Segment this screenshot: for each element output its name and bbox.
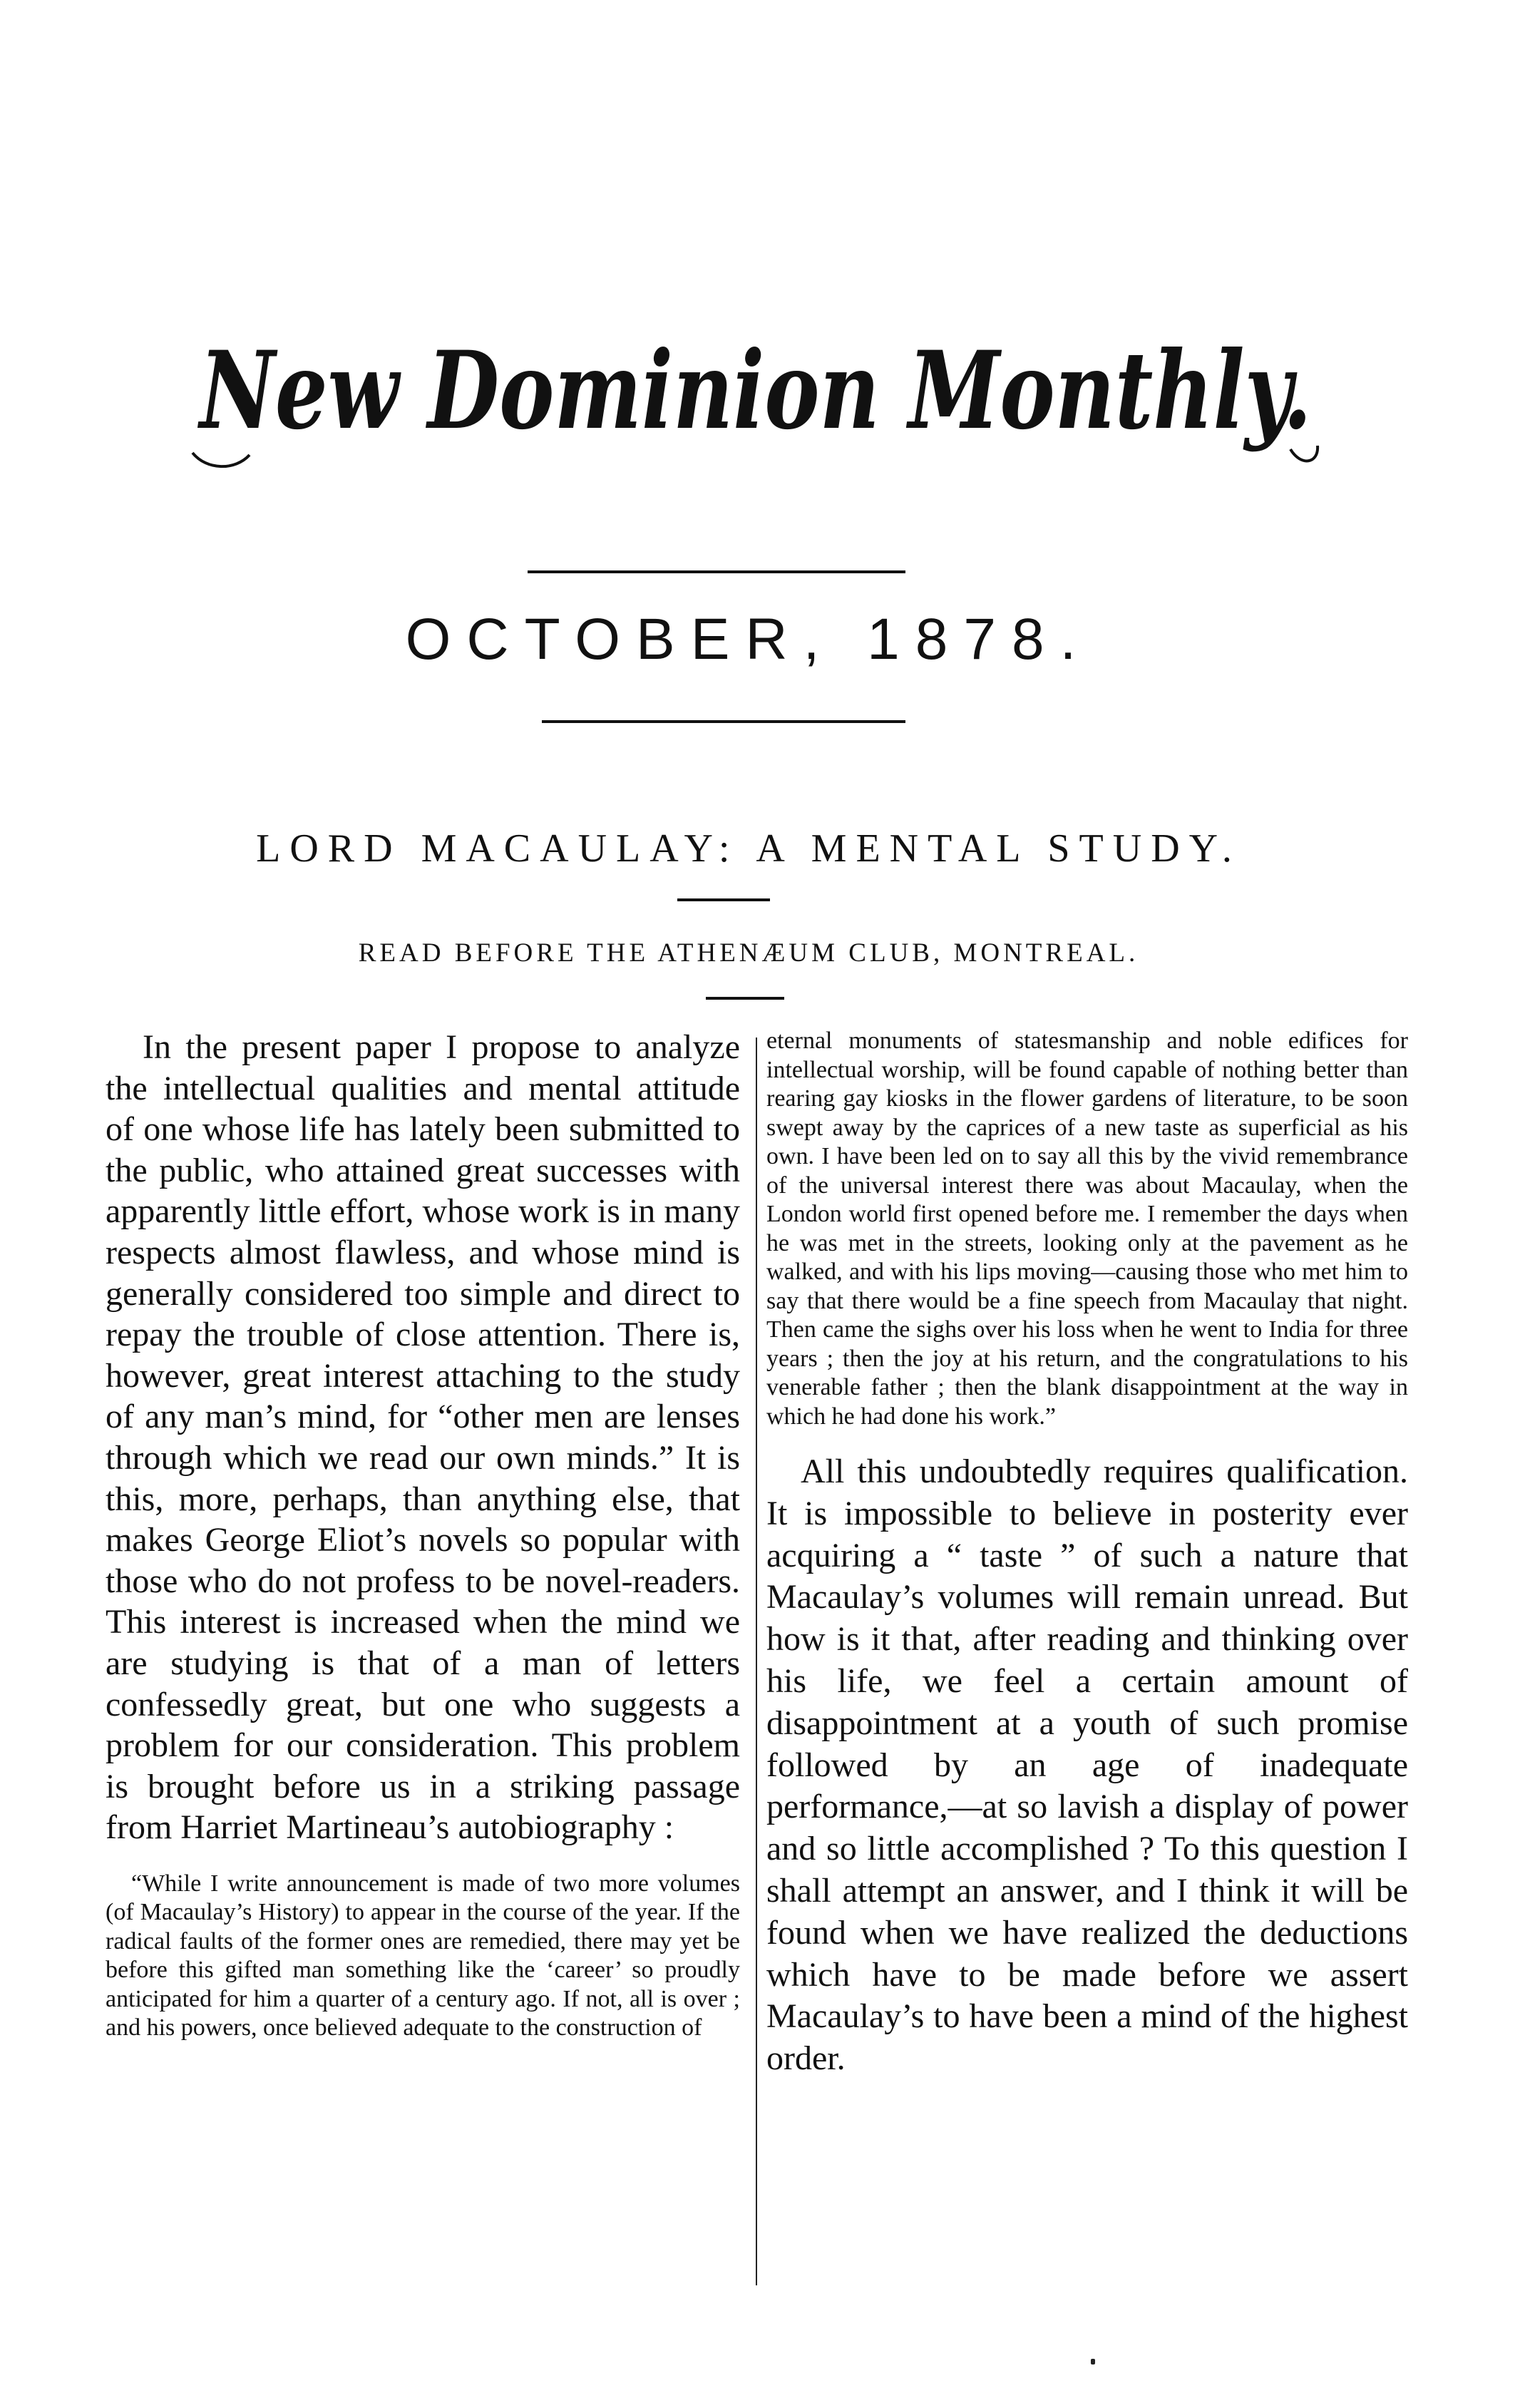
- article-title: LORD MACAULAY: A MENTAL STUDY.: [256, 826, 1241, 871]
- column-divider: [756, 1038, 757, 2285]
- divider-rule: [528, 570, 905, 573]
- left-column: [106, 1027, 740, 2043]
- divider-rule: [542, 720, 905, 723]
- block-quote-continued: eternal monuments of statesmanship and noble edifices for intellectual worship, will be found capable of nothing better than rearing gay kiosks in the flower gardens of literature, to be soon swept away by the caprices of a new taste as superficial as his own. I have been led on to say all this by the vivid remembrance of the universal interest there was about Macaulay, when the London world first opened before me. I remember the days when he was met in the streets, looking only at the pavement as he walked, and with his lips moving—causing those who met him to say that there would be a fine speech from Macaulay that night. Then came the sighs over his loss when he went to India for three years ; then the joy at his return, and the congratulations to his venerable father ; then the blank disappointment at the way in which he had done his work.”: [766, 1028, 1408, 1430]
- divider-rule: [706, 997, 784, 1000]
- masthead-title: New Dominion Monthly.: [197, 328, 1312, 454]
- ink-speck: [1091, 2359, 1095, 2365]
- body-paragraph: In the present paper I propose to analyze the intellectual qualities and mental attitude of one whose life has lately been submitted to the public, who attained great successes with apparently little effort, whose work is in many respects almost flawless, and whose mind is generally considered too simple and direct to repay the trouble of close attention. There is, however, great interest attaching to the study of any man’s mind, for “other men are lenses through which we read our own minds.” It is this, more, perhaps, than anything else, that makes George Eliot’s novels so popular with those who do not profess to be novel-readers. This interest is increased when the mind we are studying is that of a man of letters confessedly great, but one who suggests a problem for our consideration. This problem is brought before us in a striking passage from Harriet Martineau’s autobiography :: [106, 1028, 740, 1847]
- masthead-blackletter: [178, 328, 1333, 471]
- flourish-left: [192, 453, 250, 466]
- body-paragraph: All this undoubtedly requires qualification. It is impossible to believe in posterity ever acquiring a “ taste ” of such a nature that Macaulay’s volumes will remain unread. But how is it that, after reading and thinking over his life, we feel a certain amount of disappointment at a youth of such promise followed by an age of inadequate performance,—at so lavish a display of power and so little accomplished ? To this question I shall attempt an answer, and I think it will be found when we have realized the deductions which have to be made before we assert Macaulay’s to have been a mind of the highest order.: [766, 1453, 1408, 2078]
- block-quote: “While I write announcement is made of two more volumes (of Macaulay’s History) to appear in the course of the year. If the radical faults of the former ones are remedied, there may yet be before this gifted man something like the ‘career’ so proudly anticipated for him a quarter of a century ago. If not, all is over ; and his powers, once believed adequate to the construction of: [106, 1870, 740, 2041]
- issue-date: OCTOBER, 1878.: [405, 607, 1092, 672]
- masthead: [178, 328, 1333, 471]
- divider-rule: [677, 898, 770, 901]
- article-subtitle: READ BEFORE THE ATHENÆUM CLUB, MONTREAL.: [358, 938, 1139, 968]
- right-column: [766, 1027, 1408, 2080]
